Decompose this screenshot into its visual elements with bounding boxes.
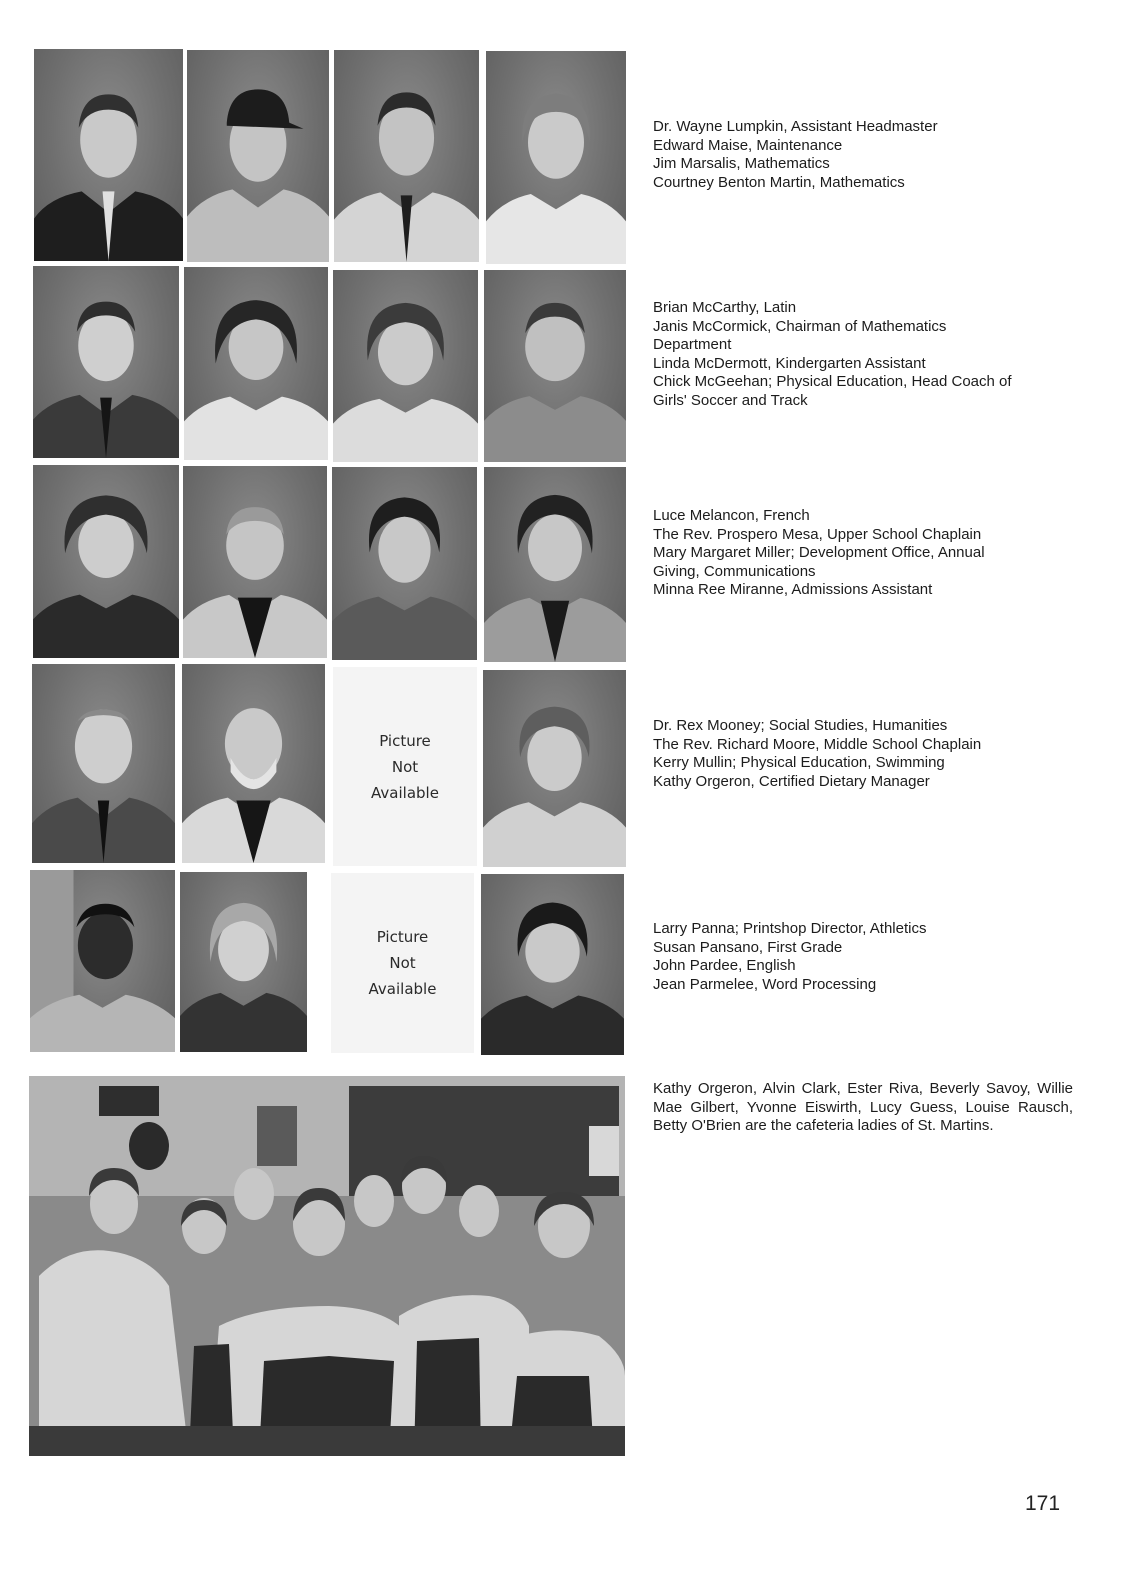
- portrait-photo: [32, 664, 175, 863]
- caption-line: The Rev. Richard Moore, Middle School Chaplain: [653, 735, 982, 753]
- caption-line: Larry Panna; Printshop Director, Athletics: [653, 920, 927, 937]
- caption-line: John Pardee, English: [653, 957, 796, 975]
- caption-line: Department: [653, 336, 732, 354]
- portrait-photo: [30, 870, 175, 1052]
- placeholder-line: Available: [371, 783, 439, 802]
- portrait-photo: [334, 50, 479, 262]
- placeholder-line: Not: [389, 954, 416, 972]
- caption-line: Chick McGeehan; Physical Education, Head Coach of: [653, 373, 1012, 391]
- caption-line: Minna Ree Miranne, Admissions Assistant: [653, 581, 933, 599]
- portrait-photo: [33, 465, 179, 658]
- portrait-silhouette: [34, 49, 183, 261]
- picture-not-available-placeholder: [333, 667, 477, 866]
- portrait-photo: [182, 664, 325, 863]
- portrait-silhouette: [483, 670, 626, 867]
- portrait-silhouette: [332, 467, 477, 660]
- caption-line: The Rev. Prospero Mesa, Upper School Chaplain: [653, 525, 982, 543]
- portrait-photo: [184, 267, 328, 460]
- portrait-silhouette: [182, 664, 325, 863]
- portrait-silhouette: [333, 270, 478, 462]
- portrait-photo: [484, 467, 626, 662]
- portrait-photo: [486, 51, 626, 264]
- row-caption: [653, 299, 1063, 411]
- caption-line: Dr. Rex Mooney; Social Studies, Humanities: [653, 717, 948, 734]
- page-number: 171: [1025, 1492, 1061, 1515]
- portrait-silhouette: [32, 664, 175, 863]
- portrait-photo: [332, 467, 477, 660]
- placeholder-line: Available: [368, 980, 437, 998]
- caption-line: Courtney Benton Martin, Mathematics: [653, 173, 905, 191]
- caption-line: Kerry Mullin; Physical Education, Swimming: [653, 754, 945, 772]
- portrait-photo: [33, 266, 179, 458]
- picture-not-available-placeholder: [331, 873, 474, 1053]
- caption-line: Brian McCarthy, Latin: [653, 299, 797, 316]
- row-caption: [653, 507, 1063, 600]
- portrait-photo: [34, 49, 183, 261]
- portrait-silhouette: [180, 872, 307, 1052]
- caption-line: Jean Parmelee, Word Processing: [653, 975, 877, 993]
- portrait-silhouette: [183, 466, 327, 658]
- caption-line: Mary Margaret Miller; Development Office, Annual: [653, 544, 985, 562]
- portrait-photo: [481, 874, 624, 1055]
- row-caption: [653, 717, 1063, 791]
- placeholder-line: Not: [391, 757, 419, 776]
- caption-line: Janis McCormick, Chairman of Mathematics: [653, 317, 947, 335]
- portrait-silhouette: [484, 467, 626, 662]
- portrait-photo: [183, 466, 327, 658]
- portrait-silhouette: [484, 270, 626, 462]
- portrait-silhouette: [486, 51, 626, 264]
- portrait-silhouette: [33, 465, 179, 658]
- caption-line: Dr. Wayne Lumpkin, Assistant Headmaster: [653, 118, 938, 135]
- group-photo-scene: [29, 1076, 625, 1456]
- cafeteria-group-photo: [29, 1076, 625, 1456]
- placeholder-line: Picture: [376, 928, 429, 946]
- portrait-silhouette: [481, 874, 624, 1055]
- caption-line: Girls' Soccer and Track: [653, 391, 808, 409]
- caption-line: Linda McDermott, Kindergarten Assistant: [653, 354, 926, 372]
- row-caption: [653, 920, 1063, 994]
- portrait-photo: [484, 270, 626, 462]
- portrait-silhouette: [184, 267, 328, 460]
- portrait-silhouette: [334, 50, 479, 262]
- portrait-photo: [483, 670, 626, 867]
- caption-line: Susan Pansano, First Grade: [653, 938, 843, 956]
- portrait-photo: [333, 270, 478, 462]
- caption-line: Jim Marsalis, Mathematics: [653, 155, 830, 173]
- portrait-silhouette: [33, 266, 179, 458]
- portrait-silhouette: [30, 870, 175, 1052]
- caption-line: Luce Melancon, French: [653, 507, 810, 524]
- portrait-photo: [187, 50, 329, 262]
- portrait-photo: [180, 872, 307, 1052]
- caption-line: Kathy Orgeron, Certified Dietary Manager: [653, 772, 930, 790]
- portrait-silhouette: [187, 50, 329, 262]
- placeholder-line: Picture: [379, 731, 431, 750]
- caption-line: Giving, Communications: [653, 562, 816, 580]
- group-photo-caption: Kathy Orgeron, Alvin Clark, Ester Riva, Beverly Savoy, Willie Mae Gilbert, Yvonne Eiswirth, Lucy Guess, Louise Rausch, Betty O'Brien are the cafeteria ladies of St. Martins.: [653, 1080, 1073, 1135]
- caption-line: Edward Maise, Maintenance: [653, 136, 843, 154]
- row-caption: [653, 118, 1063, 192]
